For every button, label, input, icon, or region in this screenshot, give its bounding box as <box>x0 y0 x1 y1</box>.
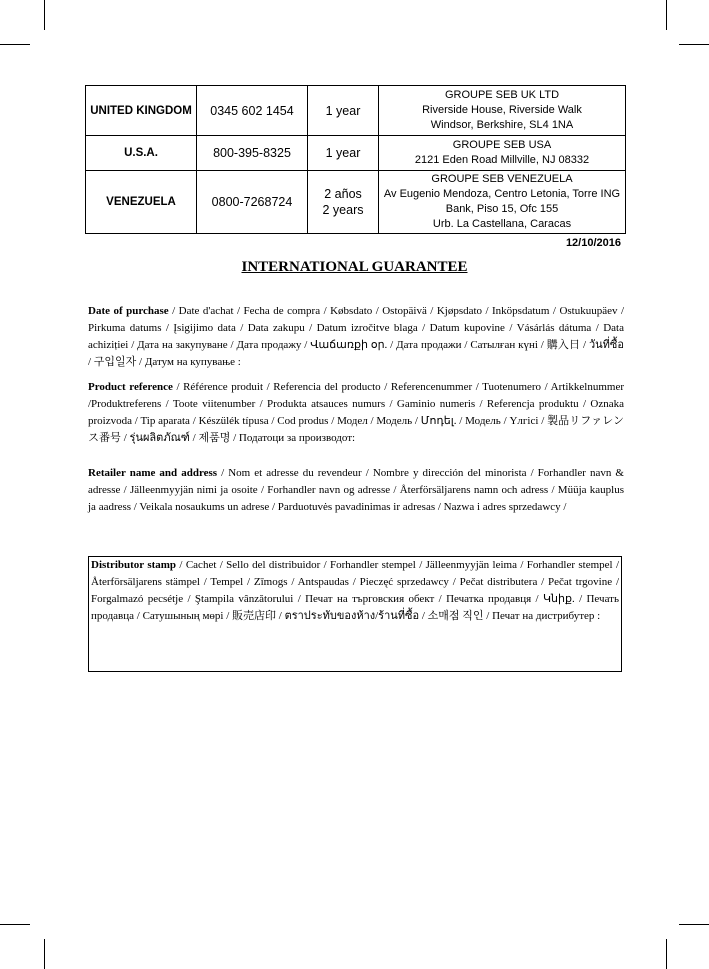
address-line: Windsor, Berkshire, SL4 1NA <box>430 119 574 131</box>
crop-mark <box>679 44 709 45</box>
address-line: Av Eugenio Mendoza, Centro Letonia, Torre ING <box>383 188 621 200</box>
phone-cell: 0345 602 1454 <box>197 86 308 136</box>
crop-mark <box>666 0 667 30</box>
address-line: Urb. La Castellana, Caracas <box>432 218 572 230</box>
field-translations: / Référence produit / Referencia del producto / Referencenummer / Tuotenumero / Artikkelnummer /Produktreferens / Toote viitenumber / Produkta atsauces numurs / Gaminio numeris / Referencja produktu / Oznaka proizvoda / Tip aparata / Készülék típusa / Cod produs / Модел / Модель / Մոդել. / Модель / Үлгісі / 製品リファレンス番号 / รุ่นผลิตภัณฑ์ / 제품명 / Податоци за производот: <box>88 381 624 444</box>
address-line: GROUPE SEB UK LTD <box>444 89 560 101</box>
service-contacts-table <box>85 85 626 234</box>
field-translations: / Nom et adresse du revendeur / Nombre y dirección del minorista / Forhandler navn & adresse / Jälleenmyyjän nimi ja osoite / Forhandler navn og adresse / Återförsäljarens namn och adress / Müüja kauplus ja aadress / Veikala nosaukums un adrese / Parduotuvės pavadinimas ir adresas / Nazwa i adres sprzedawcy / <box>88 467 624 513</box>
field-label: Date of purchase <box>88 305 169 317</box>
field-translations: / Cachet / Sello del distribuidor / Forhandler stempel / Jälleenmyyjän leima / Forhandler stempel / Återförsäljarens stämpel / Tempel / Zīmogs / Antspaudas / Pieczęć sprzedawcy / Pečat distributera / Pečat trgovine / Forgalmazó pecsétje / Ştampila vânzătorului / Печат на търговския обект / Печатка продавця / Կնիք. / Печать продавца / Сатушының мөрі / 販売店印 / ตราประทับของห้าง/ร้านที่ซื้อ / 소매점 직인 / Печат на дистрибутер : <box>91 559 619 622</box>
guarantee-period: 2 years <box>322 203 364 217</box>
guarantee-period: 1 year <box>325 103 361 118</box>
guarantee-period-cell <box>308 171 379 234</box>
table-row <box>86 86 626 136</box>
crop-mark <box>666 939 667 969</box>
guarantee-period: 2 años <box>324 187 362 201</box>
address-cell <box>379 171 626 234</box>
date-of-purchase-field <box>88 303 624 371</box>
distributor-stamp-box <box>88 556 622 672</box>
address-line: GROUPE SEB VENEZUELA <box>431 173 573 185</box>
address-line: GROUPE SEB USA <box>452 139 552 151</box>
phone-cell: 800-395-8325 <box>197 136 308 171</box>
crop-mark <box>0 44 30 45</box>
distributor-stamp-field <box>89 557 621 625</box>
country-cell: U.S.A. <box>86 136 197 171</box>
field-translations: / Date d'achat / Fecha de compra / Købsdato / Ostopäivä / Kjøpsdato / Inköpsdatum / Ostukuupäev / Pirkuma datums / Įsigijimo data / Data zakupu / Datum izročitve blaga / Datum kupovine / Vásárlás dátuma / Data achiziției / Дата на закупуване / Дата продажу / Վաճառքի օր. / Дата продажи / Сатылған күні / 購入日 / วันที่ซื้อ / 구입일자 / Датум на купување : <box>88 305 625 368</box>
address-cell <box>379 86 626 136</box>
field-label: Retailer name and address <box>88 467 218 479</box>
address-line: 2121 Eden Road Millville, NJ 08332 <box>414 154 590 166</box>
product-reference-field <box>88 379 624 447</box>
crop-mark <box>0 924 30 925</box>
country-cell: VENEZUELA <box>86 171 197 234</box>
address-line: Bank, Piso 15, Ofc 155 <box>445 203 559 215</box>
country-cell: UNITED KINGDOM <box>86 86 197 136</box>
address-line: Riverside House, Riverside Walk <box>422 104 582 116</box>
phone-cell: 0800-7268724 <box>197 171 308 234</box>
page-title: INTERNATIONAL GUARANTEE <box>241 259 468 275</box>
guarantee-period-cell <box>308 136 379 171</box>
table-row <box>86 136 626 171</box>
guarantee-period-cell <box>308 86 379 136</box>
table-row <box>86 171 626 234</box>
retailer-field <box>88 465 624 516</box>
field-label: Product reference <box>88 381 173 393</box>
field-label: Distributor stamp <box>91 559 177 571</box>
crop-mark <box>44 939 45 969</box>
address-cell <box>379 136 626 171</box>
document-date: 12/10/2016 <box>565 237 621 249</box>
crop-mark <box>44 0 45 30</box>
crop-mark <box>679 924 709 925</box>
guarantee-period: 1 year <box>325 146 361 160</box>
